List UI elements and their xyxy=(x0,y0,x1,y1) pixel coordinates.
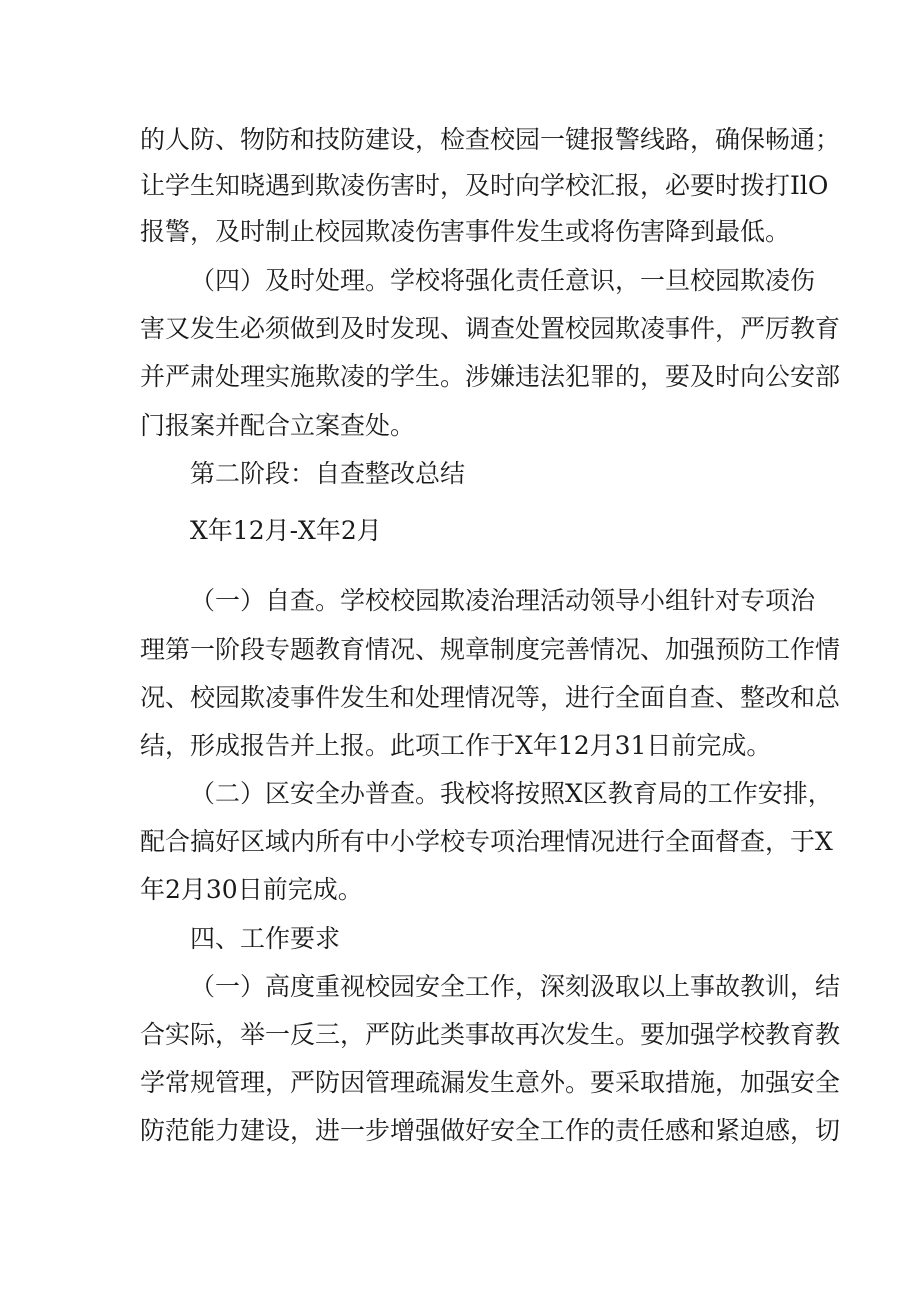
paragraph-line: （一）高度重视校园安全工作，深刻汲取以上事故教训，结 xyxy=(190,972,841,1001)
paragraph-line: 门报案并配合立案查处。 xyxy=(140,411,416,440)
paragraph-line: （四）及时处理。学校将强化责任意识，一旦校园欺凌伤 xyxy=(190,266,816,295)
paragraph-line: 配合搞好区域内所有中小学校专项治理情况进行全面督查，于X xyxy=(140,827,833,856)
date-range: X年12月-X年2月 xyxy=(190,516,382,545)
paragraph-line: 结，形成报告并上报。此项工作于X年12月31日前完成。 xyxy=(140,731,772,760)
paragraph-line: （一）自查。学校校园欺凌治理活动领导小组针对专项治 xyxy=(190,586,816,615)
paragraph-line: （二）区安全办普查。我校将按照X区教育局的工作安排， xyxy=(190,779,833,808)
paragraph-line: 报警，及时制止校园欺凌伤害事件发生或将伤害降到最低。 xyxy=(140,217,791,246)
paragraph-line: 防范能力建设，进一步增强做好安全工作的责任感和紧迫感，切 xyxy=(140,1116,841,1145)
paragraph-line: 让学生知晓遇到欺凌伤害时，及时向学校汇报，必要时拨打IlO xyxy=(140,171,829,200)
paragraph-line: 并严肃处理实施欺凌的学生。涉嫌违法犯罪的，要及时向公安部 xyxy=(140,362,841,391)
paragraph-line: 害又发生必须做到及时发现、调查处置校园欺凌事件，严厉教育 xyxy=(140,314,841,343)
section-heading: 第二阶段：自查整改总结 xyxy=(190,459,466,488)
paragraph-line: 学常规管理，严防因管理疏漏发生意外。要采取措施，加强安全 xyxy=(140,1068,841,1097)
paragraph-line: 况、校园欺凌事件发生和处理情况等，进行全面自查、整改和总 xyxy=(140,683,841,712)
paragraph-line: 合实际，举一反三，严防此类事故再次发生。要加强学校教育教 xyxy=(140,1020,841,1049)
paragraph-line: 年2月30日前完成。 xyxy=(140,875,363,904)
section-heading: 四、工作要求 xyxy=(190,924,341,953)
paragraph-line: 的人防、物防和技防建设，检查校园一键报警线路，确保畅通； xyxy=(140,125,841,154)
paragraph-line: 理第一阶段专题教育情况、规章制度完善情况、加强预防工作情 xyxy=(140,635,841,664)
